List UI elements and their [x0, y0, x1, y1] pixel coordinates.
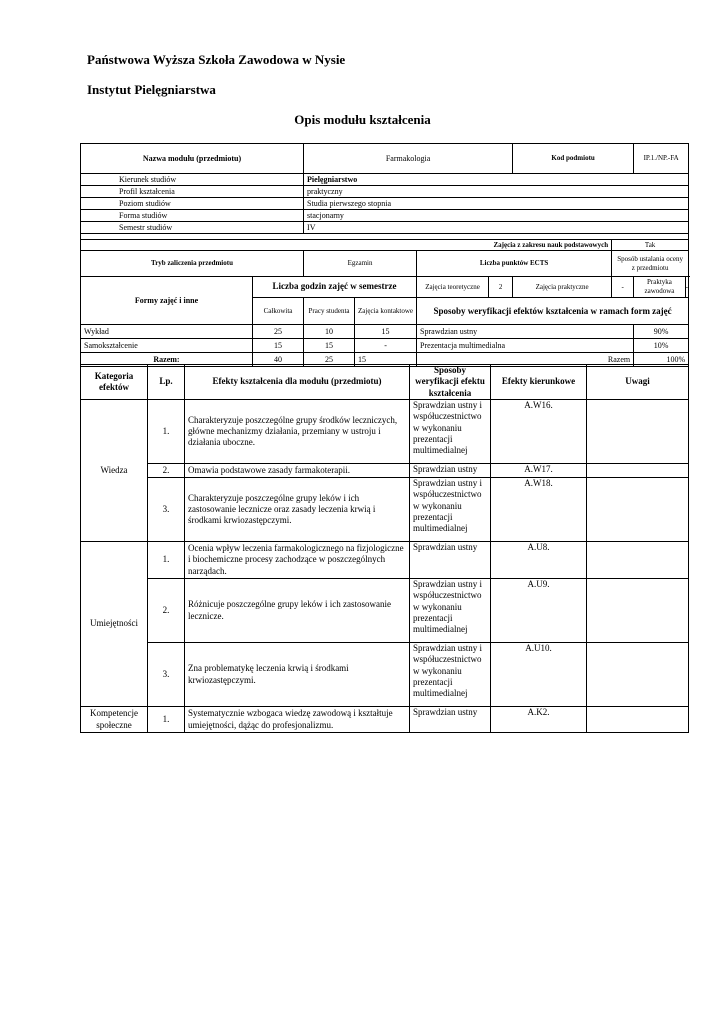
header-directional: Efekty kierunkowe — [491, 365, 587, 400]
forms-label: Formy zajęć i inne — [81, 277, 253, 325]
effect-text: Charakteryzuje poszczególne grupy środków leczniczych, główne mechanizmy działania, przemiany w ustroju i działania uboczne. — [185, 400, 410, 464]
header-lp: Lp. — [148, 365, 185, 400]
info-label: Poziom studiów — [81, 198, 304, 210]
effect-code: A.W17. — [491, 464, 587, 478]
effect-lp: 1. — [148, 707, 185, 733]
form-row-student: 10 — [304, 325, 355, 339]
module-code-value: IP.1./NP.-FA — [634, 144, 689, 174]
form-row-contact: - — [355, 339, 417, 353]
learning-effects-table — [80, 364, 689, 733]
category-name: Umiejętności — [81, 542, 148, 707]
effect-text: Różnicuje poszczególne grupy leków i ich zastosowanie lecznicze. — [185, 579, 410, 643]
practical-value: - — [612, 277, 634, 298]
info-label: Semestr studiów — [81, 222, 304, 234]
info-value: stacjonarny — [304, 210, 689, 222]
effect-code: A.U9. — [491, 579, 587, 643]
effect-code: A.U10. — [491, 643, 587, 707]
info-value: Pielęgniarstwo — [304, 174, 689, 186]
theoretical-label: Zajęcia teoretyczne — [417, 277, 489, 298]
effect-code: A.W18. — [491, 478, 587, 542]
practical-label: Zajęcia praktyczne — [513, 277, 612, 298]
form-row-weight: 90% — [634, 325, 689, 339]
basic-sciences-value: Tak — [612, 240, 689, 251]
form-row-total: 25 — [253, 325, 304, 339]
page-title: Opis modułu kształcenia — [294, 112, 431, 127]
info-value: IV — [304, 222, 689, 234]
info-label: Kierunek studiów — [81, 174, 304, 186]
effect-notes — [587, 579, 689, 643]
info-value: Studia pierwszego stopnia — [304, 198, 689, 210]
form-row-method: Prezentacja multimedialna — [417, 339, 634, 353]
module-name-value: Farmakologia — [304, 144, 513, 174]
info-value: praktyczny — [304, 186, 689, 198]
effect-lp: 1. — [148, 400, 185, 464]
effect-text: Zna problematykę leczenia krwią i środkami krwiozastępczymi. — [185, 643, 410, 707]
effect-code: A.W16. — [491, 400, 587, 464]
ects-label: Liczba punktów ECTS — [417, 251, 612, 277]
effect-notes — [587, 478, 689, 542]
effect-notes — [587, 643, 689, 707]
effect-lp: 2. — [148, 579, 185, 643]
hours-label: Liczba godzin zajęć w semestrze — [253, 277, 417, 298]
sum-razem-label: Razem — [417, 353, 634, 367]
effect-method: Sprawdzian ustny i współuczestnictwo w wykonaniu prezentacji multimedialnej — [410, 579, 491, 643]
category-name: Wiedza — [81, 400, 148, 542]
internship-value: - — [685, 282, 689, 291]
effect-lp: 3. — [148, 643, 185, 707]
effect-text: Systematycznie wzbogaca wiedzę zawodową i kształtuje umiejętności, dążąc do profesjonalizmu. — [185, 707, 410, 733]
effect-text: Charakteryzuje poszczególne grupy leków i ich zastosowanie lecznicze oraz zasady leczenia krwią i środkami krwiozastępczymi. — [185, 478, 410, 542]
module-info-table — [80, 143, 689, 367]
form-row-method: Sprawdzian ustny — [417, 325, 634, 339]
effect-method: Sprawdzian ustny i współuczestnictwo w wykonaniu prezentacji multimedialnej — [410, 478, 491, 542]
form-row-name: Wykład — [81, 325, 253, 339]
info-label: Profil kształcenia — [81, 186, 304, 198]
sum-weight: 100% — [634, 353, 689, 367]
verification-label: Sposoby weryfikacji efektów kształcenia w ramach form zajęć — [417, 298, 689, 325]
effect-method: Sprawdzian ustny — [410, 464, 491, 478]
effect-code: A.U8. — [491, 542, 587, 579]
form-row-weight: 10% — [634, 339, 689, 353]
header-effect: Efekty kształcenia dla modułu (przedmiotu) — [185, 365, 410, 400]
effect-lp: 3. — [148, 478, 185, 542]
header-notes: Uwagi — [587, 365, 689, 400]
assessment-method-label: Sposób ustalania oceny z przedmiotu — [612, 251, 689, 277]
header-category: Kategoria efektów — [81, 365, 148, 400]
mode-value: Egzamin — [304, 251, 417, 277]
internship-label: Praktyka zawodowa — [634, 277, 686, 297]
effect-method: Sprawdzian ustny — [410, 707, 491, 733]
effect-notes — [587, 400, 689, 464]
col-student-label: Pracy studenta — [304, 298, 355, 325]
form-row-total: 15 — [253, 339, 304, 353]
effect-code: A.K2. — [491, 707, 587, 733]
col-contact-label: Zajęcia kontaktowe — [355, 298, 417, 325]
mode-label: Tryb zaliczenia przedmiotu — [81, 251, 304, 277]
category-name: Kompetencje społeczne — [81, 707, 148, 733]
sum-contact: 15 — [355, 353, 417, 367]
effect-text: Omawia podstawowe zasady farmakoterapii. — [185, 464, 410, 478]
sum-total: 40 — [253, 353, 304, 367]
effect-lp: 1. — [148, 542, 185, 579]
form-row-student: 15 — [304, 339, 355, 353]
module-code-label: Kod podmiotu — [513, 144, 634, 174]
effect-method: Sprawdzian ustny i współuczestnictwo w wykonaniu prezentacji multimedialnej — [410, 400, 491, 464]
effect-method: Sprawdzian ustny — [410, 542, 491, 579]
effect-notes — [587, 542, 689, 579]
effect-lp: 2. — [148, 464, 185, 478]
info-label: Forma studiów — [81, 210, 304, 222]
effect-notes — [587, 707, 689, 733]
effect-text: Ocenia wpływ leczenia farmakologicznego na fizjologiczne i biochemiczne procesy zachodzące w poszczególnych narządach. — [185, 542, 410, 579]
institute-name: Instytut Pielęgniarstwa — [87, 82, 216, 97]
effect-notes — [587, 464, 689, 478]
theoretical-value: 2 — [489, 277, 513, 298]
form-row-name: Samokształcenie — [81, 339, 253, 353]
sum-student: 25 — [304, 353, 355, 367]
header-methods: Sposoby weryfikacji efektu kształcenia — [410, 365, 491, 400]
form-row-contact: 15 — [355, 325, 417, 339]
effect-method: Sprawdzian ustny i współuczestnictwo w wykonaniu prezentacji multimedialnej — [410, 643, 491, 707]
module-name-label: Nazwa modułu (przedmiotu) — [81, 144, 304, 174]
col-total-label: Całkowita — [253, 298, 304, 325]
sum-label: Razem: — [81, 353, 253, 367]
school-name: Państwowa Wyższa Szkoła Zawodowa w Nysie — [87, 52, 346, 67]
basic-sciences-label: Zajęcia z zakresu nauk podstawowych — [81, 240, 612, 251]
